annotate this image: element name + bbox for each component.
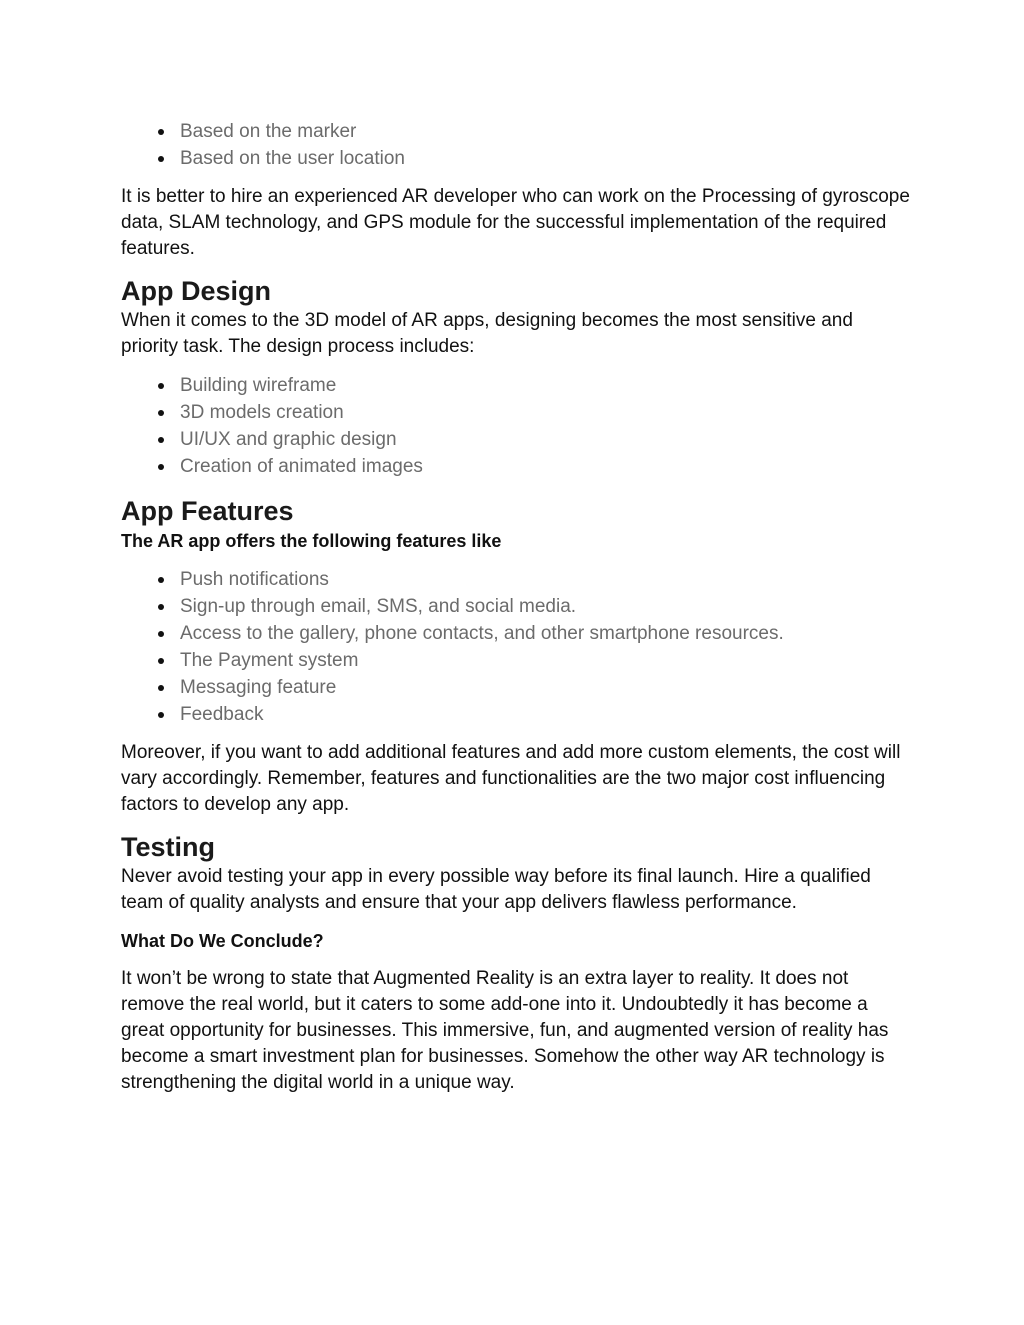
- app-design-heading: App Design: [121, 276, 272, 306]
- list-item: UI/UX and graphic design: [121, 426, 911, 453]
- app-features-paragraph: Moreover, if you want to add additional features and add more custom elements, the cost will vary accordingly. Remember, features and functionalities are the two major cost influencing factors to develop any app.: [121, 742, 901, 815]
- intro-paragraph: It is better to hire an experienced AR developer who can work on the Processing of gyroscope data, SLAM technology, and GPS module for the successful implementation of the required features.: [121, 186, 910, 259]
- testing-paragraph: Never avoid testing your app in every possible way before its final launch. Hire a qualified team of quality analysts and ensure that your app delivers flawless performance.: [121, 866, 871, 913]
- list-item: Messaging feature: [121, 674, 911, 701]
- list-item: Access to the gallery, phone contacts, and other smartphone resources.: [121, 620, 911, 647]
- testing-heading: Testing: [121, 832, 215, 862]
- app-design-paragraph: When it comes to the 3D model of AR apps, designing becomes the most sensitive and priority task. The design process includes:: [121, 310, 853, 357]
- document-page: [121, 118, 911, 1096]
- list-item: Building wireframe: [121, 372, 911, 399]
- list-item: Sign-up through email, SMS, and social media.: [121, 593, 911, 620]
- list-item: Based on the user location: [121, 145, 911, 172]
- app-design-bullet-list: [121, 372, 911, 480]
- list-item: Push notifications: [121, 566, 911, 593]
- app-features-bullet-list: [121, 566, 911, 728]
- list-item: Based on the marker: [121, 118, 911, 145]
- app-features-heading: App Features: [121, 496, 294, 526]
- list-item: The Payment system: [121, 647, 911, 674]
- list-item: Creation of animated images: [121, 453, 911, 480]
- conclusion-subheading: What Do We Conclude?: [121, 931, 324, 951]
- conclusion-paragraph: It won’t be wrong to state that Augmented Reality is an extra layer to reality. It does not remove the real world, but it caters to some add-one into it. Undoubtedly it has become a great opportunity for businesses. This immersive, fun, and augmented version of reality has become a smart investment plan for businesses. Somehow the other way AR technology is strengthening the digital world in a unique way.: [121, 968, 889, 1093]
- intro-bullet-list: [121, 118, 911, 172]
- list-item: Feedback: [121, 701, 911, 728]
- app-features-subheading: The AR app offers the following features like: [121, 531, 502, 551]
- list-item: 3D models creation: [121, 399, 911, 426]
